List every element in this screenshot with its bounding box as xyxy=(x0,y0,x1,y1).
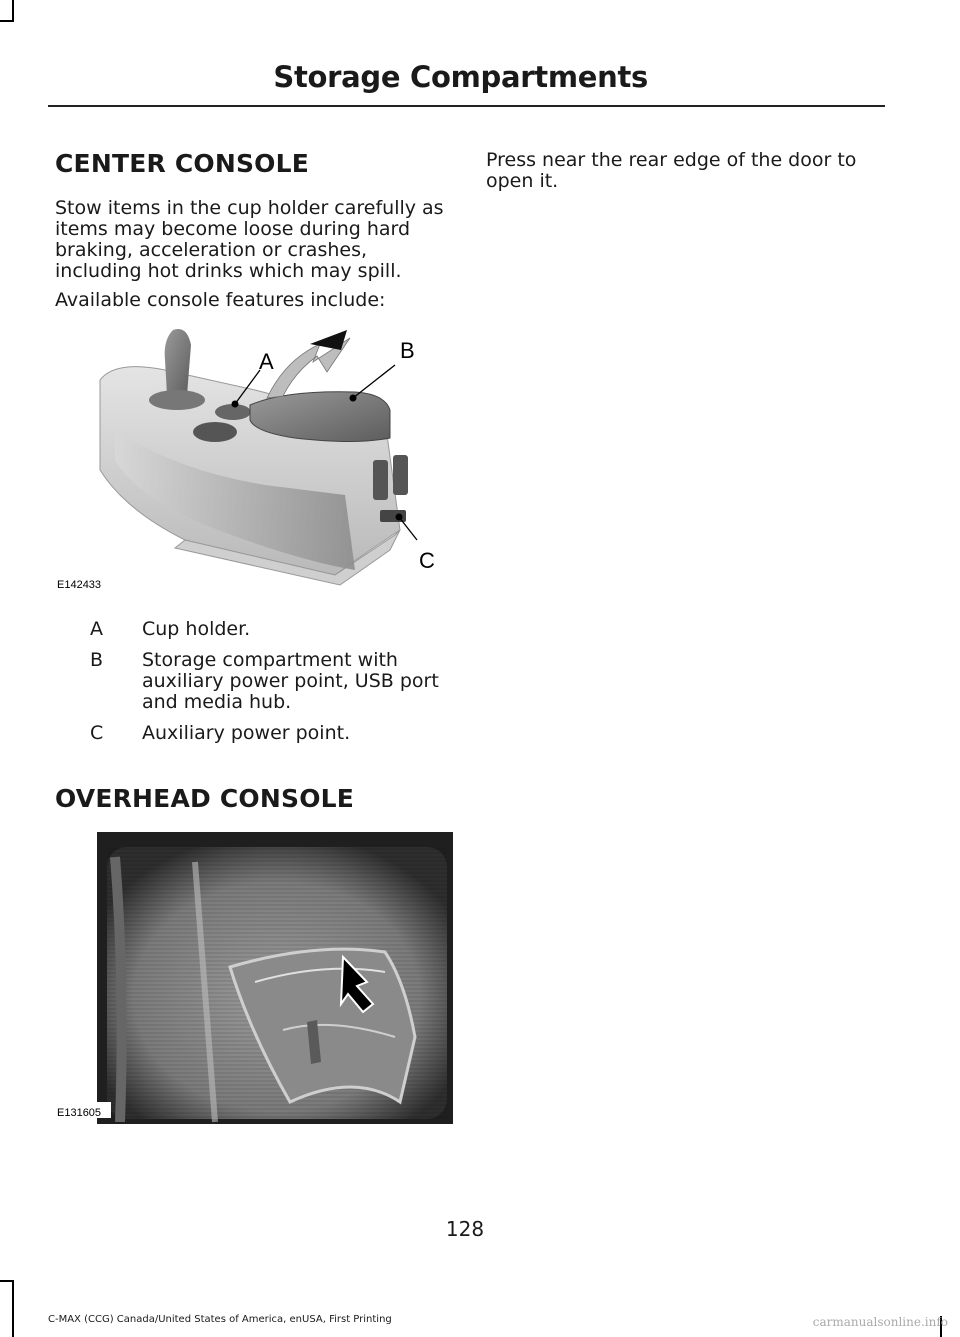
figure-code: E131605 xyxy=(57,1107,102,1119)
door-instruction: Press near the rear edge of the door to open it. xyxy=(486,149,857,192)
center-console-warning: Stow items in the cup holder carefully as items may become loose during hard braking, acceleration or crashes, including hot drinks which may spill. xyxy=(55,197,444,282)
page-title: Storage Compartments xyxy=(273,60,648,94)
center-console-intro: Available console features include: xyxy=(55,289,386,311)
legend xyxy=(90,619,450,754)
legend-text: Cup holder. xyxy=(142,618,251,640)
legend-item xyxy=(90,650,450,713)
legend-item xyxy=(90,723,450,744)
crop-mark xyxy=(12,1280,14,1337)
center-console-illustration xyxy=(55,320,450,598)
crop-mark xyxy=(0,20,14,22)
callout-c: C xyxy=(419,548,435,573)
crop-mark xyxy=(0,1280,14,1282)
watermark: carmanualsonline.info xyxy=(812,1315,948,1329)
overhead-console-heading: OVERHEAD CONSOLE xyxy=(55,784,355,813)
page-header xyxy=(0,60,960,100)
overhead-console-photo xyxy=(55,832,453,1124)
legend-key: A xyxy=(90,618,103,640)
crop-mark xyxy=(12,0,14,22)
legend-text: Storage compartment with auxiliary power point, USB port and media hub. xyxy=(142,649,439,713)
callout-a: A xyxy=(259,349,274,374)
legend-item xyxy=(90,619,450,640)
page-number: 128 xyxy=(445,1217,485,1241)
figure-code: E142433 xyxy=(57,579,102,591)
legend-text: Auxiliary power point. xyxy=(142,722,351,744)
center-console-heading: CENTER CONSOLE xyxy=(55,149,310,178)
legend-key: B xyxy=(90,649,104,671)
legend-key: C xyxy=(90,722,104,744)
center-console-figure xyxy=(55,320,450,598)
header-rule xyxy=(48,105,885,107)
overhead-console-figure xyxy=(55,832,453,1124)
footer-text: C-MAX (CCG) Canada/United States of America, enUSA, First Printing xyxy=(48,1314,392,1325)
callout-b: B xyxy=(400,338,415,363)
